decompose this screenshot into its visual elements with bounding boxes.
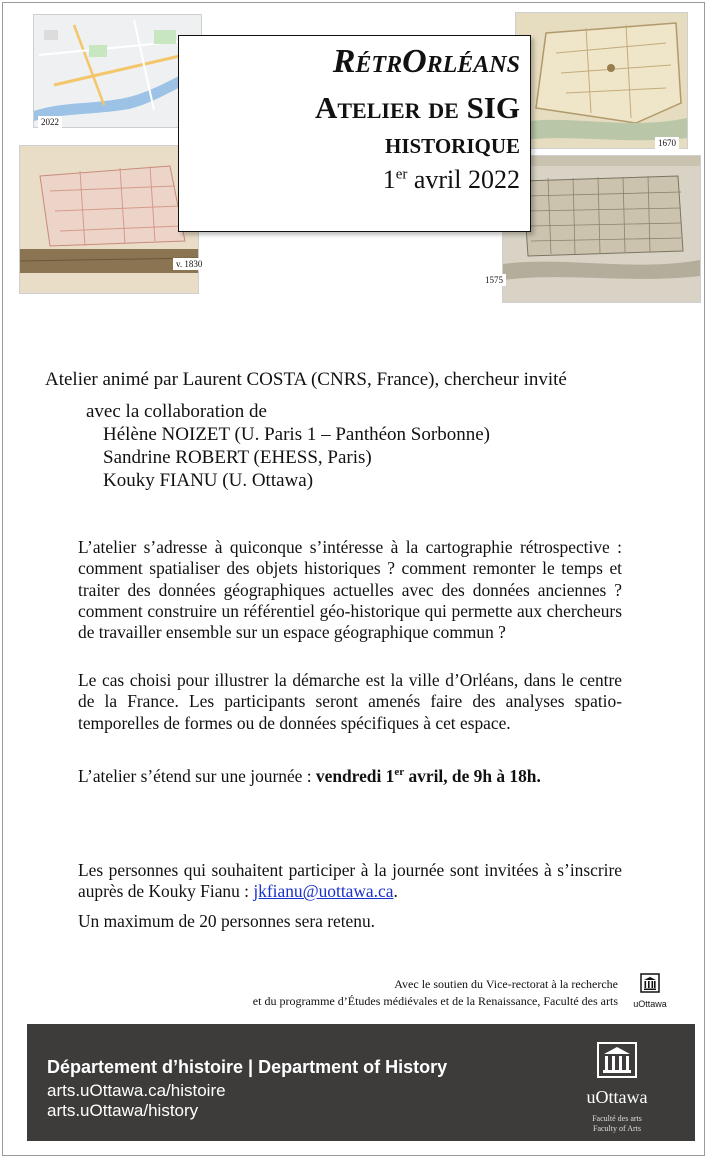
paragraph-capacity: Un maximum de 20 personnes sera retenu.: [78, 911, 376, 931]
link-history[interactable]: arts.uOttawa/history: [47, 1101, 199, 1120]
schedule-date-a: vendredi 1: [315, 765, 395, 786]
map-1670-caption: 1670: [655, 137, 679, 149]
footer-banner: [27, 1024, 695, 1141]
map-1575-image: [502, 155, 701, 303]
small-logo-text: uOttawa: [633, 999, 667, 1009]
department-name: Département d’histoire | Department of History: [47, 1057, 448, 1077]
footer-brand: uOttawa: [586, 1087, 648, 1107]
uottawa-logo: [557, 1042, 677, 1134]
support-line-2: et du programme d’Études médiévales et de la Renaissance, Faculté des arts: [252, 994, 618, 1008]
schedule-date: [316, 766, 541, 786]
lead-line: Atelier animé par Laurent COSTA (CNRS, France), chercheur invité: [45, 369, 567, 390]
collab-line: avec la collaboration de: [86, 401, 267, 422]
uottawa-small-logo: [627, 973, 673, 1013]
paragraph-case: Le cas choisi pour illustrer la démarche est la ville d’Orléans, dans le centre de la France. Les participants seront amenés faire des analyses spatio-temporelles de formes ou de données spécifiques à cet espace.: [78, 670, 622, 733]
event-subtitle-1: Atelier de SIG: [314, 90, 520, 126]
date-rest: avril 2022: [407, 165, 520, 195]
paragraph-registration: [78, 860, 622, 903]
date-sup: er: [395, 166, 408, 183]
event-date: [179, 164, 520, 195]
faculty-fr: Faculté des arts: [592, 1114, 642, 1123]
map-2022-image: [33, 14, 202, 128]
faculty-en: Faculty of Arts: [593, 1124, 641, 1133]
support-line-1: Avec le soutien du Vice-rectorat à la recherche: [394, 977, 618, 991]
link-histoire[interactable]: arts.uOttawa.ca/histoire: [47, 1081, 226, 1100]
building-icon: [640, 973, 660, 993]
collaborator-name: Kouky FIANU (U. Ottawa): [103, 470, 314, 491]
collaborator-name: Hélène NOIZET (U. Paris 1 – Panthéon Sorbonne): [103, 424, 490, 445]
map-1670-image: [515, 12, 688, 149]
collaborator-name: Sandrine ROBERT (EHESS, Paris): [103, 447, 372, 468]
map-1575-caption: 1575: [482, 274, 506, 286]
schedule-date-sup: er: [394, 766, 405, 778]
paragraph-purpose: L’atelier s’adresse à quiconque s’intéresse à la cartographie rétrospective : comment spatialiser des objets historiques ? comment remonter le temps et traiter des données géographiques actuelles avec des données anciennes ? comment construire un référentiel géo-historique qui permette aux chercheurs de travailler ensemble sur un espace géographique commun ?: [78, 537, 622, 643]
map-1830-caption: v. 1830: [173, 258, 205, 270]
schedule-lead: L’atelier s’étend sur une journée :: [78, 765, 316, 786]
registration-end: .: [393, 881, 398, 902]
map-2022-caption: 2022: [38, 116, 62, 128]
event-title: RétrOrléans: [332, 43, 520, 80]
event-subtitle-2: historique: [385, 127, 520, 161]
registration-lead: Les personnes qui souhaitent participer à la journée sont invitées à s’inscrire auprès de Kouky Fianu :: [78, 860, 622, 902]
title-box: [178, 35, 531, 232]
building-icon: [597, 1042, 637, 1078]
email-link[interactable]: jkfianu@uottawa.ca: [253, 881, 394, 902]
paragraph-schedule: [78, 762, 622, 787]
map-1830-image: [19, 145, 199, 294]
date-day: 1: [382, 165, 396, 195]
schedule-date-b: avril, de 9h à 18h.: [404, 765, 541, 786]
